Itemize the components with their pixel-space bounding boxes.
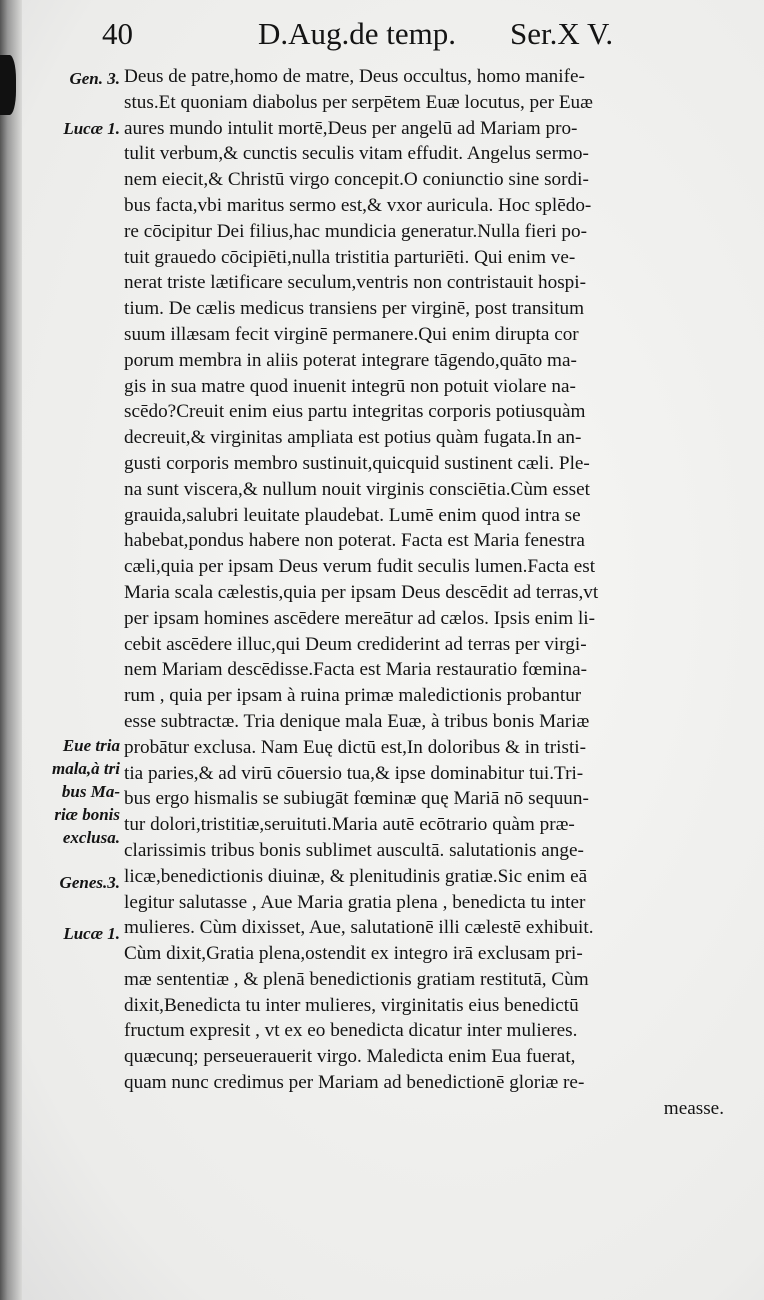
text-line: Maria scala cælestis,quia per ipsam Deus descēdit ad terras,vt [124,581,599,603]
text-line: scēdo?Creuit enim eius partu integritas corporis potiusquàm [124,401,586,423]
margin-note-line: riæ bonis [54,805,120,824]
page-gutter-shadow [0,0,22,1300]
margin-note-eve-three-evils [18,734,120,849]
text-line: fructum expresit , vt ex eo benedicta dicatur inter mulieres. [124,1020,578,1042]
running-title: D.Aug.de temp. [258,16,457,51]
text-line: bus ergo hismalis se subiugāt fœminæ quę Mariā nō sequun- [124,788,589,810]
margin-note-line: exclusa. [62,828,120,847]
text-line: tulit verbum,& cunctis seculis vitam effudit. Angelus sermo- [124,143,589,165]
page-number: 40 [102,16,133,51]
text-line: aures mundo intulit mortē,Deus per angelū ad Mariam pro- [124,117,578,139]
margin-note-line: bus Ma- [61,782,120,801]
text-line: rum , quia per ipsam à ruina primæ maledictionis probantur [124,685,582,707]
margin-note-genesis: Gen. 3. [69,69,120,88]
text-line: Cùm dixit,Gratia plena,ostendit ex integro irā exclusam pri- [124,943,583,965]
margin-note-luke: Lucæ 1. [63,119,120,138]
margin-note-genesis-2: Genes.3. [59,873,120,892]
text-line: probātur exclusa. Nam Euę dictū est,In doloribus & in tristi- [124,736,586,758]
binding-blot [0,55,16,115]
text-line: per ipsam homines ascēdere mereātur ad cælos. Ipsis enim li- [124,607,596,629]
margin-note-line: mala,à tri [51,759,120,778]
text-line: nem Mariam descēdisse.Facta est Maria restauratio fœmina- [124,659,587,681]
text-line: mulieres. Cùm dixisset, Aue, salutationē illi cælestē exhibuit. [124,917,594,939]
text-line: mæ sententiæ , & plenā benedictionis gratiam restitutā, Cùm [124,968,589,990]
text-line: clarissimis tribus bonis sublimet auscultā. salutationis ange- [124,839,584,861]
text-line: gis in sua matre quod inuenit integrū non potuit violare na- [124,375,576,397]
sermon-number: Ser.X V. [510,16,614,51]
text-line: porum membra in aliis poterat integrare tāgendo,quāto ma- [124,349,577,371]
margin-note-luke-2: Lucæ 1. [63,924,120,943]
text-line: tium. De cælis medicus transiens per virginē, post transitum [124,298,585,320]
text-line: nem eiecit,& Christū virgo concepit.O coniunctio sine sordi- [124,169,589,191]
text-line: Deus de patre,homo de matre, Deus occultus, homo manife- [124,66,585,87]
text-line: licæ,benedictionis diuinæ, & plenitudinis gratiæ.Sic enim eā [124,865,588,887]
text-line: habebat,pondus habere non poterat. Facta est Maria fenestra [124,530,585,552]
text-line: bus facta,vbi maritus sermo est,& vxor auricula. Hoc splēdo- [124,194,592,216]
text-line: stus.Et quoniam diabolus per serpētem Euæ locutus, per Euæ [124,91,593,113]
text-line: na sunt viscera,& nullum nouit virginis consciētia.Cùm esset [124,478,590,500]
text-line: legitur salutasse , Aue Maria gratia plena , benedicta tu inter [124,891,586,913]
text-line: dixit,Benedicta tu inter mulieres, virginitatis eius benedictū [124,994,579,1016]
text-line: esse subtractæ. Tria denique mala Euæ, à tribus bonis Mariæ [124,710,590,732]
text-line: cebit ascēdere illuc,qui Deum crediderint ad terras per virgi- [124,633,587,655]
text-line: suum illæsam fecit virginē permanere.Qui enim dirupta cor [124,323,579,345]
text-line: grauida,salubri leuitate plaudebat. Lumē enim quod intra se [124,504,581,526]
text-line-final: measse. [663,1097,724,1119]
text-line: quam nunc credimus per Mariam ad benedictionē gloriæ re- [124,1072,585,1094]
text-line: gusti corporis membro sustinuit,quicquid sustinent cæli. Ple- [124,452,590,474]
text-line: tuit grauedo cōcipiēti,nulla tristitia parturiēti. Qui enim ve- [124,246,576,268]
text-line: tur dolori,tristitiæ,seruituti.Maria autē ecōtrario quàm præ- [124,814,575,836]
text-line: tia paries,& ad virū cōuersio tua,& ipse dominabitur tui.Tri- [124,762,584,784]
text-line: re cōcipitur Dei filius,hac mundicia generatur.Nulla fieri po- [124,220,587,242]
text-line: quæcunq; perseuerauerit virgo. Maledicta enim Eua fuerat, [124,1046,576,1068]
text-line: decreuit,& virginitas ampliata est potius quàm fugata.In an- [124,427,582,449]
body-text [124,64,724,1122]
page-header [102,14,662,54]
text-line: cæli,quia per ipsam Deus verum fudit seculis lumen.Facta est [124,556,596,578]
margin-note-line: Eue tria [62,736,120,755]
text-line: nerat triste lætificare seculum,ventris non contristauit hospi- [124,272,586,294]
